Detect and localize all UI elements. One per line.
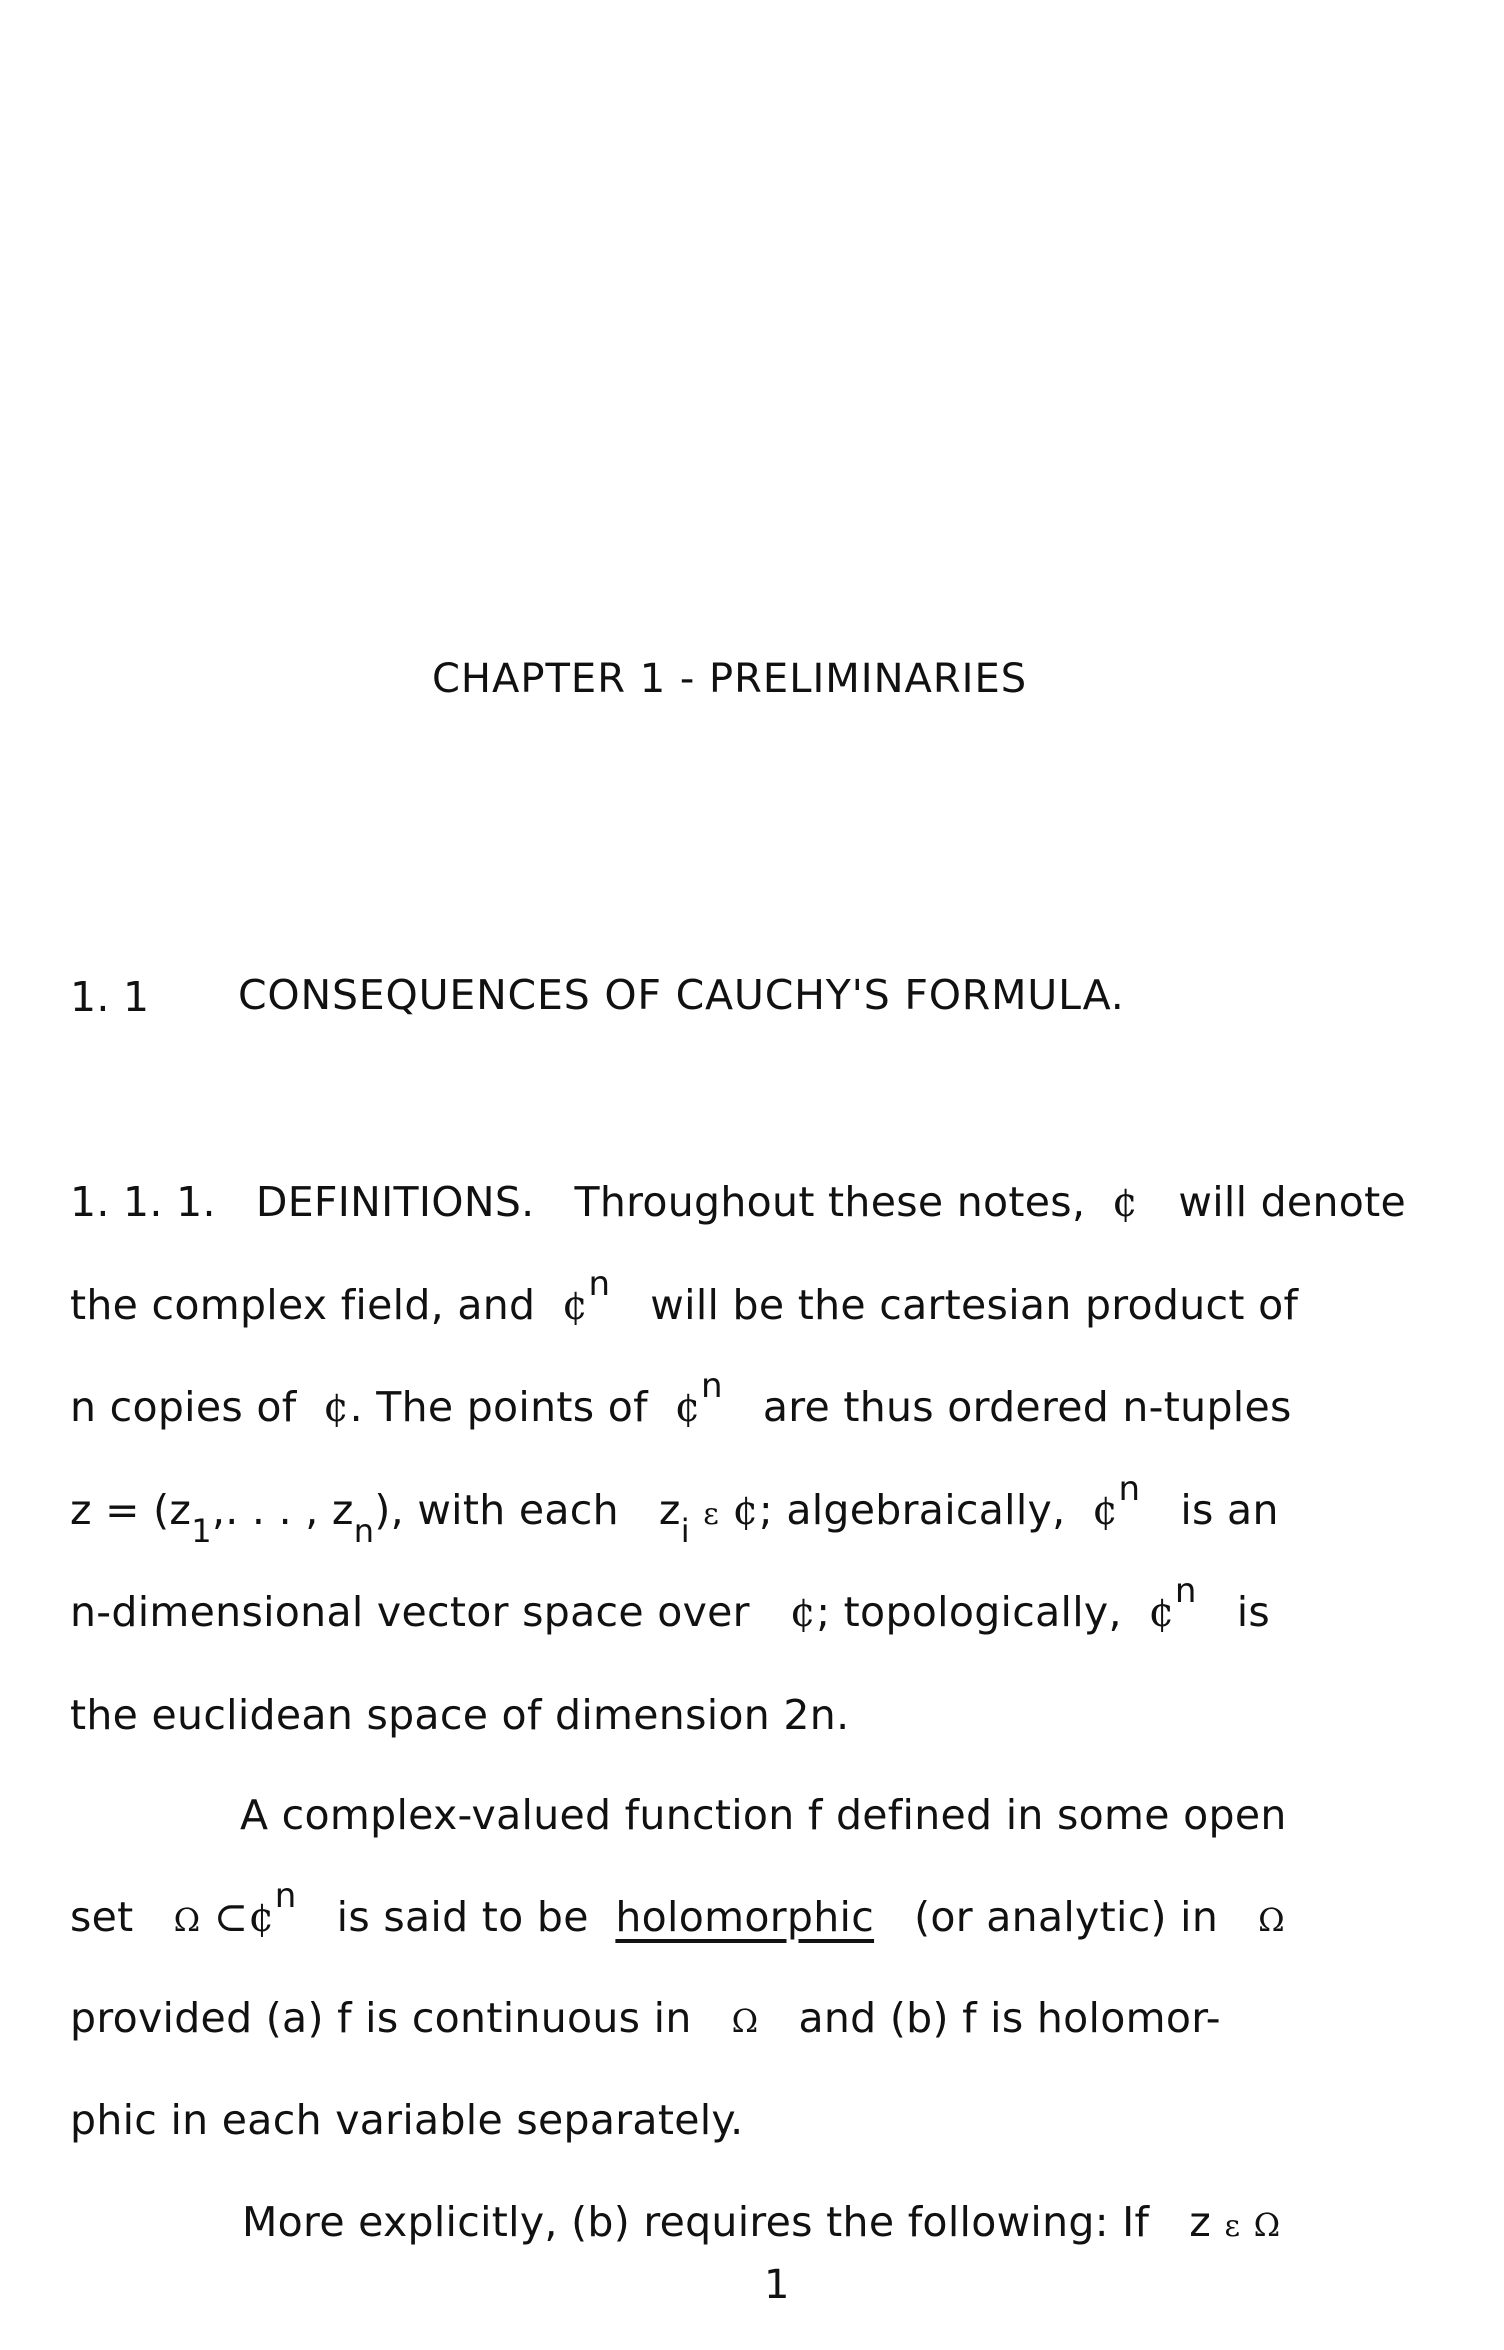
para1-line3 bbox=[70, 1366, 1292, 1431]
subscript-n: n bbox=[353, 1512, 375, 1550]
text-span: is bbox=[1236, 1588, 1271, 1636]
text-span: will denote bbox=[1178, 1178, 1407, 1226]
text-span: z bbox=[1189, 2198, 1212, 2246]
text-span: More explicitly, (b) requires the following: If bbox=[242, 2198, 1150, 2246]
subset-symbol: ⊂ bbox=[213, 1893, 249, 1941]
superscript-n: n bbox=[1174, 1571, 1197, 1611]
text-span: . The points of bbox=[349, 1383, 648, 1431]
para1-line1 bbox=[70, 1178, 1407, 1226]
holomorphic-term: holomorphic bbox=[615, 1893, 875, 1941]
text-span: is said to be bbox=[336, 1893, 589, 1941]
definition-label: 1. 1. 1. bbox=[70, 1178, 216, 1226]
text-span: set bbox=[70, 1893, 134, 1941]
superscript-n: n bbox=[588, 1264, 611, 1304]
text-span: ,. . . , z bbox=[211, 1486, 354, 1534]
text-span: ; topologically, bbox=[816, 1588, 1122, 1636]
para2-line1 bbox=[240, 1791, 1287, 1839]
subscript-i: i bbox=[680, 1512, 690, 1550]
element-of-symbol: ε bbox=[703, 1497, 720, 1532]
text-span: provided (a) f is continuous in bbox=[70, 1994, 692, 2042]
text-span: the euclidean space of dimension 2n. bbox=[70, 1691, 850, 1739]
text-span: are thus ordered n-tuples bbox=[762, 1383, 1292, 1431]
superscript-n: n bbox=[700, 1366, 723, 1406]
text-span: n-dimensional vector space over bbox=[70, 1588, 750, 1636]
omega-symbol: Ω bbox=[731, 2002, 759, 2040]
omega-symbol: Ω bbox=[1258, 1901, 1285, 1939]
superscript-n: n bbox=[1118, 1469, 1141, 1509]
text-span: z = (z bbox=[70, 1486, 192, 1534]
para1-line6 bbox=[70, 1691, 850, 1739]
omega-symbol: Ω bbox=[1253, 2206, 1281, 2244]
para3-line1 bbox=[242, 2198, 1281, 2246]
subscript-1: 1 bbox=[191, 1512, 212, 1550]
text-span: ; algebraically, bbox=[758, 1486, 1066, 1534]
complex-field-symbol: ¢ bbox=[789, 1588, 817, 1636]
text-span: the complex field, and bbox=[70, 1281, 536, 1329]
page-number: 1 bbox=[764, 2262, 790, 2308]
complex-field-symbol: ¢ bbox=[248, 1893, 275, 1941]
omega-symbol: Ω bbox=[173, 1901, 201, 1939]
para1-line5 bbox=[70, 1571, 1271, 1636]
text-span: will be the cartesian product of bbox=[650, 1281, 1299, 1329]
para2-line4 bbox=[70, 2096, 744, 2144]
definition-heading: DEFINITIONS. bbox=[255, 1178, 535, 1226]
para1-line4 bbox=[70, 1469, 1279, 1550]
text-span: phic in each variable separately. bbox=[70, 2096, 744, 2144]
section-number: 1. 1 bbox=[70, 973, 150, 1021]
text-span: Throughout these notes, bbox=[574, 1178, 1086, 1226]
text-span: A complex-valued function f defined in some open bbox=[240, 1791, 1287, 1839]
complex-field-symbol: ¢ bbox=[1111, 1178, 1139, 1226]
text-span: n copies of bbox=[70, 1383, 297, 1431]
para2-line3 bbox=[70, 1994, 1221, 2042]
complex-field-symbol: ¢ bbox=[562, 1281, 589, 1329]
text-span: (or analytic) in bbox=[914, 1893, 1219, 1941]
complex-field-symbol: ¢ bbox=[732, 1486, 759, 1534]
complex-field-symbol: ¢ bbox=[1092, 1486, 1119, 1534]
complex-field-symbol: ¢ bbox=[674, 1383, 701, 1431]
element-of-symbol: ε bbox=[1224, 2209, 1241, 2244]
section-title: CONSEQUENCES OF CAUCHY'S FORMULA. bbox=[238, 971, 1125, 1019]
text-span: and (b) f is holomor- bbox=[798, 1994, 1221, 2042]
chapter-title: CHAPTER 1 - PRELIMINARIES bbox=[432, 656, 1028, 702]
complex-field-symbol: ¢ bbox=[1148, 1588, 1175, 1636]
para1-line2 bbox=[70, 1264, 1299, 1329]
text-span: is an bbox=[1180, 1486, 1279, 1534]
text-span: z bbox=[658, 1486, 681, 1534]
superscript-n: n bbox=[274, 1876, 297, 1916]
para2-line2 bbox=[70, 1876, 1285, 1941]
complex-field-symbol: ¢ bbox=[323, 1383, 350, 1431]
text-span: ), with each bbox=[374, 1486, 619, 1534]
